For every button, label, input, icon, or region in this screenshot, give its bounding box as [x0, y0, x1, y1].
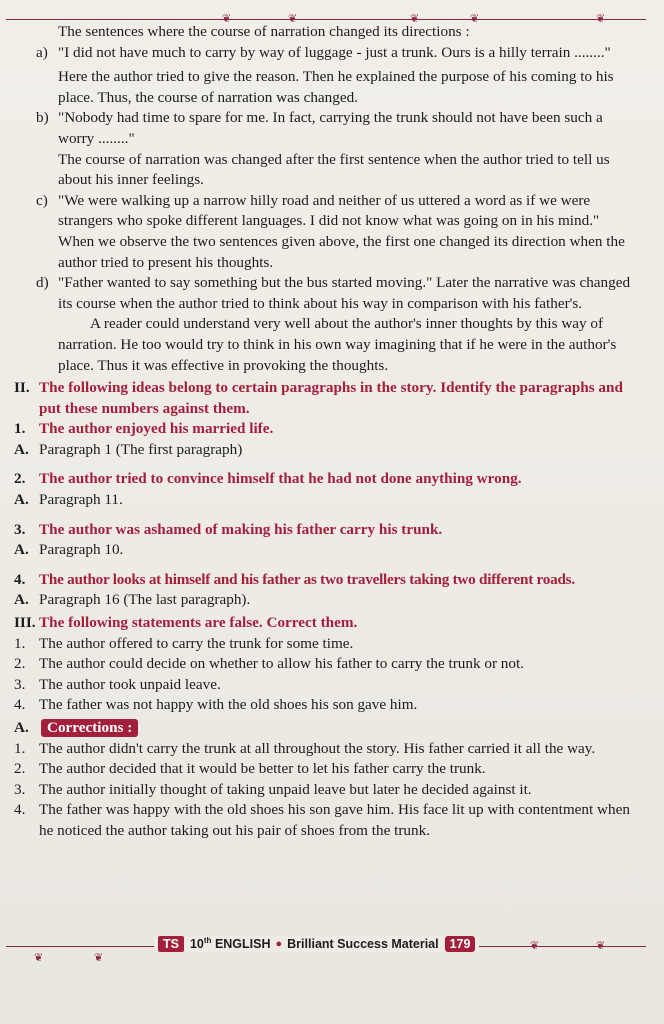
answer-marker: A. — [14, 541, 29, 559]
item-quote: "I did not have much to carry by way of luggage - just a trunk. Ours is a hilly terrain ........" — [58, 43, 611, 61]
narration-item-a — [14, 43, 640, 64]
footer-grade — [190, 936, 271, 951]
ornament-icon: ❦ — [470, 12, 480, 25]
ornament-icon: ❦ — [222, 12, 232, 25]
item-quote: "We were walking up a narrow hilly road and neither of us uttered a word as if we were strangers who spoke different languages. I did not know what was going on in his mind." — [58, 191, 600, 230]
narration-item-c — [14, 191, 640, 232]
section-2-heading — [14, 378, 640, 419]
item-marker: a) — [36, 43, 48, 61]
answer-text: Paragraph 1 (The first paragraph) — [39, 440, 243, 458]
question-marker: 1. — [14, 420, 26, 438]
question-text: The author enjoyed his married life. — [39, 420, 274, 438]
correction-marker: 2. — [14, 760, 26, 778]
statement-marker: 4. — [14, 696, 26, 714]
statement-1 — [14, 634, 640, 655]
answer-text: Paragraph 11. — [39, 491, 123, 509]
answer-text: Paragraph 10. — [39, 541, 124, 559]
section-3-heading — [14, 613, 640, 634]
answer-2 — [14, 490, 640, 511]
item-quote: "Nobody had time to spare for me. In fact, carrying the trunk should not have been such a worry ........" — [58, 109, 603, 147]
answer-3 — [14, 540, 640, 561]
section-marker: III. — [14, 614, 36, 632]
ornament-icon: ❦ — [596, 939, 606, 952]
section-heading-text: The following ideas belong to certain paragraphs in the story. Identify the paragraphs and put these numbers against them. — [39, 379, 623, 417]
ornament-icon: ❦ — [596, 12, 606, 25]
ornament-icon: ❦ — [34, 951, 44, 964]
grade-suffix: th — [203, 936, 212, 946]
correction-marker: 1. — [14, 739, 26, 757]
statement-marker: 2. — [14, 655, 26, 673]
correction-text: The author decided that it would be better to let his father carry the trunk. — [39, 760, 486, 778]
statement-3 — [14, 675, 640, 696]
statement-text: The author took unpaid leave. — [39, 675, 221, 693]
answer-marker: A. — [14, 591, 29, 609]
question-marker: 2. — [14, 470, 26, 488]
corrections-header — [14, 718, 640, 739]
statement-marker: 3. — [14, 675, 26, 693]
statement-text: The author offered to carry the trunk for some time. — [39, 634, 354, 652]
page-footer — [154, 936, 479, 952]
statement-2 — [14, 654, 640, 675]
answer-1 — [14, 440, 640, 461]
footer-title: Brilliant Success Material — [287, 937, 439, 951]
item-explanation: Here the author tried to give the reason. Then he explained the purpose of his coming to his place. Thus, the course of narration was changed. — [58, 68, 614, 106]
answer-marker: A. — [14, 440, 29, 458]
ornament-icon: ❦ — [288, 12, 298, 25]
correction-3 — [14, 780, 640, 801]
closing-paragraph: A reader could understand very well about the author's inner thoughts by this way of narration. He too would try to think in his own way imagining that if he were in the author's place. Thus it was effective in provoking the thoughts. — [58, 315, 617, 374]
question-2 — [14, 469, 640, 490]
section-heading-text: The following statements are false. Correct them. — [39, 614, 358, 632]
question-text: The author was ashamed of making his father carry his trunk. — [39, 520, 443, 538]
correction-text: The author initially thought of taking unpaid leave but later he decided against it. — [39, 780, 532, 798]
answer-marker: A. — [14, 491, 29, 509]
correction-marker: 3. — [14, 780, 26, 798]
ornament-icon: ❦ — [530, 939, 540, 952]
item-marker: d) — [36, 274, 49, 292]
ornament-icon: ❦ — [94, 951, 104, 964]
page-content — [14, 22, 640, 842]
item-quote: "Father wanted to say something but the bus started moving." Later the narrative was changed its course when the author tried to think about his way in comparison with his father's. — [58, 274, 631, 312]
question-4 — [14, 570, 640, 591]
statement-text: The author could decide on whether to allow his father to carry the trunk or not. — [39, 655, 524, 673]
correction-text: The father was happy with the old shoes his son gave him. His face lit up with contentment when he noticed the author taking out his pair of shoes from the trunk. — [39, 801, 630, 839]
item-marker: c) — [36, 191, 48, 209]
section-marker: II. — [14, 379, 30, 397]
corrections-badge: Corrections : — [41, 719, 138, 737]
item-explanation: The course of narration was changed after the first sentence when the author tried to tell us about his inner feelings. — [58, 150, 610, 189]
ornament-icon: ❦ — [410, 12, 420, 25]
answer-text: Paragraph 16 (The last paragraph). — [39, 591, 251, 609]
question-text: The author tried to convince himself that he had not done anything wrong. — [39, 470, 522, 488]
item-marker: b) — [36, 109, 49, 127]
statement-4 — [14, 695, 640, 716]
correction-text: The author didn't carry the trunk at all throughout the story. His father carried it all the way. — [39, 739, 596, 757]
statement-text: The father was not happy with the old shoes his son gave him. — [39, 696, 418, 714]
subject-name: ENGLISH — [214, 937, 271, 952]
item-explanation: When we observe the two sentences given above, the first one changed its direction when the author tried to present his thoughts. — [58, 232, 625, 271]
answer-4 — [14, 590, 640, 611]
correction-1 — [14, 739, 640, 760]
question-marker: 4. — [14, 570, 26, 588]
top-border-rule — [6, 19, 646, 20]
question-3 — [14, 520, 640, 541]
narration-item-d — [14, 273, 640, 314]
answer-marker: A. — [14, 719, 29, 736]
question-1 — [14, 419, 640, 440]
board-badge: TS — [158, 936, 184, 952]
correction-4 — [14, 800, 640, 841]
dot-icon: ● — [275, 938, 283, 950]
statement-marker: 1. — [14, 634, 26, 652]
question-text: The author looks at himself and his father as two travellers taking two different roads. — [39, 570, 575, 588]
intro-line: The sentences where the course of narration changed its directions : — [58, 23, 470, 40]
question-marker: 3. — [14, 520, 26, 538]
grade-number: 10 — [189, 937, 204, 952]
page-number: 179 — [445, 936, 476, 952]
correction-2 — [14, 759, 640, 780]
narration-item-b — [14, 108, 640, 149]
correction-marker: 4. — [14, 801, 26, 819]
